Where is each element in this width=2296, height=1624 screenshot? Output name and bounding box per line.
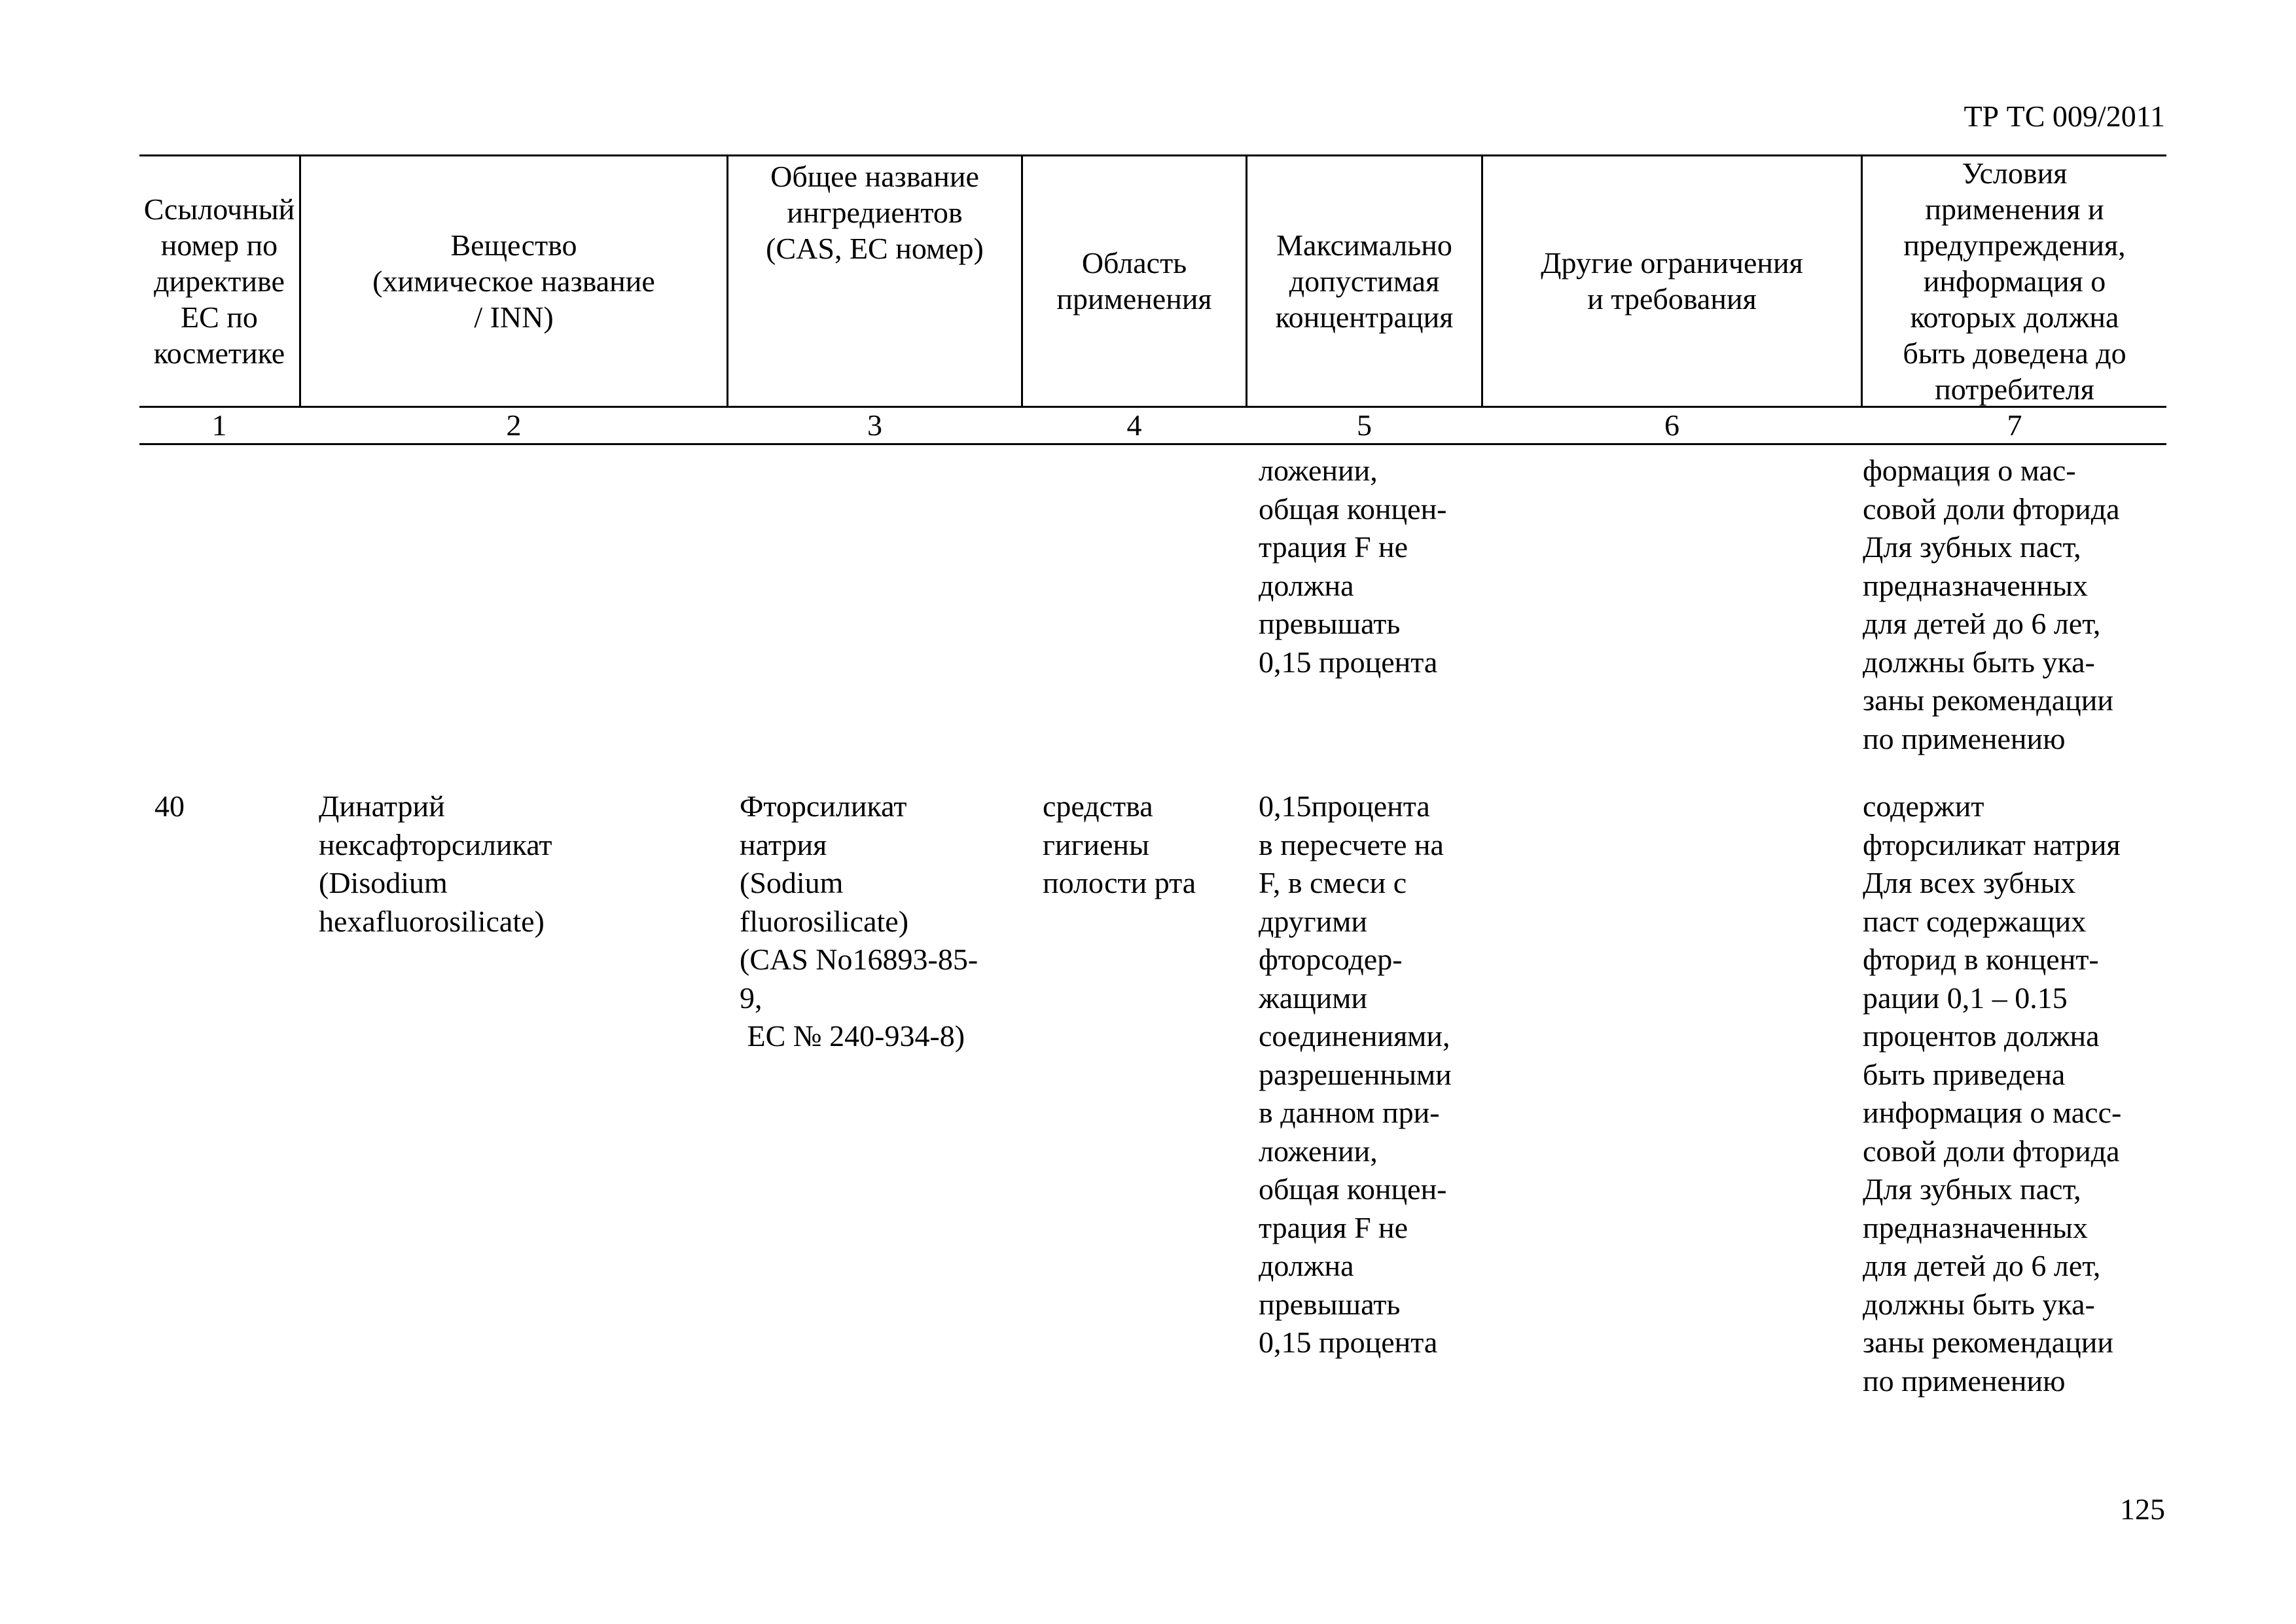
row-40-common-name: Фторсиликат натрия (Sodium fluorosilicate) (CAS No16893-85- 9, ЕС № 240-934-8) [740, 789, 978, 1053]
header-bottom-border [139, 406, 2166, 408]
row-40-area: средства гигиены полости рта [1043, 789, 1196, 899]
header-text: Область применения [1056, 246, 1212, 316]
column-numbers-bottom-border [139, 443, 2166, 445]
column-number: 7 [2007, 408, 2022, 442]
column-number: 5 [1357, 408, 1372, 442]
column-number: 3 [867, 408, 882, 442]
document-header: ТР ТС 009/2011 [1964, 99, 2165, 133]
header-text: Другие ограничения и требования [1541, 246, 1803, 316]
continuation-max-concentration: ложении, общая концен- трация F не должна превышать 0,15 процента [1259, 454, 1447, 679]
header-text: Ссылочный номер по директиве ЕС по косметике [143, 192, 295, 370]
header-text: Вещество (химическое название / INN) [372, 228, 655, 334]
header-substance [301, 156, 726, 406]
header-text: Условия применения и предупреждения, информация о которых должна быть доведена до потребителя [1903, 156, 2126, 406]
header-conditions [1863, 156, 2166, 406]
header-other-restrictions [1483, 156, 1861, 406]
column-number: 6 [1664, 408, 1679, 442]
header-text: Максимально допустимая концентрация [1275, 228, 1454, 334]
row-40-substance: Динатрий нексафторсиликат (Disodium hexafluorosilicate) [319, 789, 552, 938]
continuation-conditions: формация о мас- совой доли фторида Для зубных паст, предназначенных для детей до 6 лет, должны быть ука- заны рекомендации по применению [1863, 454, 2120, 755]
page-number: 125 [2120, 1492, 2165, 1526]
header-text: Общее название ингредиентов (CAS, EC номер) [766, 160, 984, 265]
column-number: 1 [211, 408, 227, 442]
row-40-conditions: содержит фторсиликат натрия Для всех зубных паст содержащих фторид в концент- рации 0,1 – 0.15 процентов должна быть приведена информация о масс- совой доли фторида Для зубных паст, предназначенных для детей до 6 лет, должны быть ука- заны рекомендации по применению [1863, 789, 2122, 1398]
header-ref-number [139, 156, 299, 406]
column-number: 2 [506, 408, 522, 442]
column-number: 4 [1126, 408, 1142, 442]
header-area [1023, 156, 1246, 406]
row-40-max-concentration: 0,15процента в пересчете на F, в смеси с другими фторсодер- жащими соединениями, разрешенными в данном при- ложении, общая концен- трация F не должна превышать 0,15 процента [1259, 789, 1452, 1359]
header-common-name [728, 156, 1021, 408]
header-max-concentration [1247, 156, 1481, 406]
row-40-ref-number: 40 [154, 789, 185, 823]
